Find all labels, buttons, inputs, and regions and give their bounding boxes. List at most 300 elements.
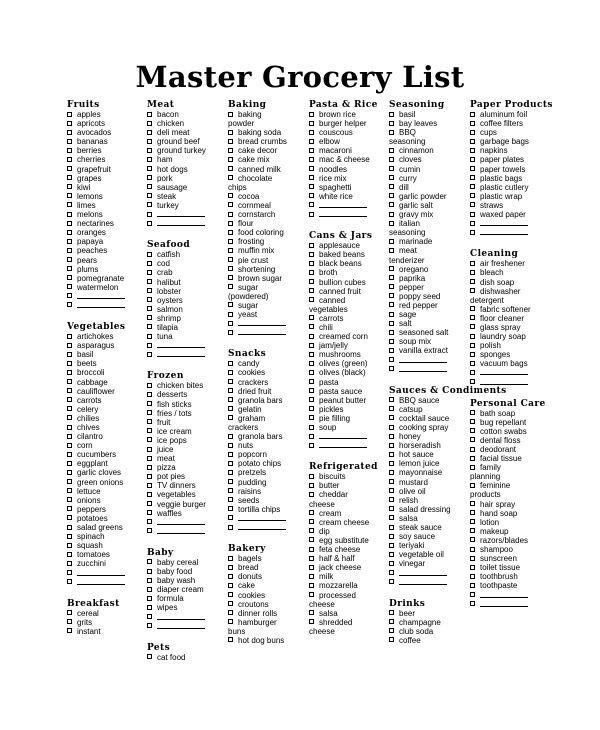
checkbox-icon[interactable] [67, 184, 72, 189]
checkbox-icon[interactable] [147, 465, 152, 470]
checkbox-icon[interactable] [389, 443, 394, 448]
checkbox-icon[interactable] [389, 175, 394, 180]
checkbox-icon[interactable] [147, 270, 152, 275]
checkbox-icon[interactable] [228, 221, 233, 226]
checkbox-icon[interactable] [67, 434, 72, 439]
checkbox-icon[interactable] [389, 348, 394, 353]
checkbox-icon[interactable] [309, 343, 314, 348]
checkbox-icon[interactable] [389, 221, 394, 226]
checkbox-icon[interactable] [67, 334, 72, 339]
write-in-line[interactable] [77, 301, 125, 308]
write-in-line[interactable] [480, 219, 528, 226]
checkbox-icon[interactable] [309, 528, 314, 533]
checkbox-icon[interactable] [228, 619, 233, 624]
checkbox-icon[interactable] [147, 623, 152, 628]
checkbox-icon[interactable] [147, 474, 152, 479]
checkbox-icon[interactable] [470, 288, 475, 293]
write-in-line[interactable] [319, 210, 367, 217]
checkbox-icon[interactable] [470, 202, 475, 207]
checkbox-icon[interactable] [67, 619, 72, 624]
checkbox-icon[interactable] [389, 637, 394, 642]
checkbox-icon[interactable] [147, 193, 152, 198]
checkbox-icon[interactable] [228, 397, 233, 402]
checkbox-icon[interactable] [470, 112, 475, 117]
checkbox-icon[interactable] [147, 437, 152, 442]
checkbox-icon[interactable] [309, 434, 314, 439]
checkbox-icon[interactable] [147, 324, 152, 329]
checkbox-icon[interactable] [470, 139, 475, 144]
checkbox-icon[interactable] [389, 275, 394, 280]
checkbox-icon[interactable] [389, 497, 394, 502]
checkbox-icon[interactable] [389, 366, 394, 371]
checkbox-icon[interactable] [389, 488, 394, 493]
checkbox-icon[interactable] [147, 166, 152, 171]
checkbox-icon[interactable] [389, 525, 394, 530]
checkbox-icon[interactable] [147, 605, 152, 610]
checkbox-icon[interactable] [389, 112, 394, 117]
checkbox-icon[interactable] [470, 221, 475, 226]
checkbox-icon[interactable] [309, 148, 314, 153]
checkbox-icon[interactable] [389, 130, 394, 135]
checkbox-icon[interactable] [470, 175, 475, 180]
checkbox-icon[interactable] [67, 406, 72, 411]
checkbox-icon[interactable] [147, 121, 152, 126]
checkbox-icon[interactable] [470, 410, 475, 415]
checkbox-icon[interactable] [228, 148, 233, 153]
checkbox-icon[interactable] [67, 139, 72, 144]
checkbox-icon[interactable] [147, 401, 152, 406]
checkbox-icon[interactable] [470, 465, 475, 470]
checkbox-icon[interactable] [309, 352, 314, 357]
checkbox-icon[interactable] [228, 592, 233, 597]
checkbox-icon[interactable] [228, 230, 233, 235]
write-in-line[interactable] [238, 523, 286, 530]
checkbox-icon[interactable] [470, 556, 475, 561]
checkbox-icon[interactable] [228, 379, 233, 384]
checkbox-icon[interactable] [470, 483, 475, 488]
checkbox-icon[interactable] [470, 148, 475, 153]
checkbox-icon[interactable] [389, 266, 394, 271]
checkbox-icon[interactable] [389, 619, 394, 624]
checkbox-icon[interactable] [309, 157, 314, 162]
checkbox-icon[interactable] [147, 528, 152, 533]
write-in-line[interactable] [157, 622, 205, 629]
checkbox-icon[interactable] [147, 578, 152, 583]
checkbox-icon[interactable] [228, 193, 233, 198]
checkbox-icon[interactable] [470, 121, 475, 126]
checkbox-icon[interactable] [309, 130, 314, 135]
checkbox-icon[interactable] [309, 324, 314, 329]
checkbox-icon[interactable] [228, 574, 233, 579]
checkbox-icon[interactable] [309, 415, 314, 420]
checkbox-icon[interactable] [470, 592, 475, 597]
checkbox-icon[interactable] [389, 212, 394, 217]
checkbox-icon[interactable] [389, 121, 394, 126]
checkbox-icon[interactable] [67, 379, 72, 384]
checkbox-icon[interactable] [309, 610, 314, 615]
checkbox-icon[interactable] [67, 275, 72, 280]
checkbox-icon[interactable] [389, 321, 394, 326]
checkbox-icon[interactable] [309, 166, 314, 171]
checkbox-icon[interactable] [147, 428, 152, 433]
checkbox-icon[interactable] [67, 121, 72, 126]
checkbox-icon[interactable] [470, 166, 475, 171]
checkbox-icon[interactable] [470, 315, 475, 320]
checkbox-icon[interactable] [389, 302, 394, 307]
checkbox-icon[interactable] [309, 443, 314, 448]
checkbox-icon[interactable] [67, 157, 72, 162]
checkbox-icon[interactable] [309, 537, 314, 542]
checkbox-icon[interactable] [67, 302, 72, 307]
checkbox-icon[interactable] [389, 479, 394, 484]
checkbox-icon[interactable] [228, 556, 233, 561]
checkbox-icon[interactable] [228, 275, 233, 280]
checkbox-icon[interactable] [389, 193, 394, 198]
checkbox-icon[interactable] [147, 410, 152, 415]
write-in-line[interactable] [238, 319, 286, 326]
checkbox-icon[interactable] [147, 157, 152, 162]
checkbox-icon[interactable] [228, 565, 233, 570]
checkbox-icon[interactable] [228, 434, 233, 439]
checkbox-icon[interactable] [67, 570, 72, 575]
checkbox-icon[interactable] [309, 370, 314, 375]
checkbox-icon[interactable] [228, 202, 233, 207]
checkbox-icon[interactable] [389, 610, 394, 615]
checkbox-icon[interactable] [228, 488, 233, 493]
write-in-line[interactable] [399, 569, 447, 576]
checkbox-icon[interactable] [228, 212, 233, 217]
checkbox-icon[interactable] [470, 519, 475, 524]
checkbox-icon[interactable] [389, 397, 394, 402]
checkbox-icon[interactable] [67, 112, 72, 117]
checkbox-icon[interactable] [470, 565, 475, 570]
checkbox-icon[interactable] [147, 343, 152, 348]
checkbox-icon[interactable] [309, 212, 314, 217]
checkbox-icon[interactable] [67, 425, 72, 430]
checkbox-icon[interactable] [309, 315, 314, 320]
checkbox-icon[interactable] [309, 288, 314, 293]
checkbox-icon[interactable] [389, 628, 394, 633]
checkbox-icon[interactable] [147, 654, 152, 659]
checkbox-icon[interactable] [309, 279, 314, 284]
checkbox-icon[interactable] [147, 519, 152, 524]
checkbox-icon[interactable] [389, 534, 394, 539]
checkbox-icon[interactable] [67, 610, 72, 615]
checkbox-icon[interactable] [309, 388, 314, 393]
checkbox-icon[interactable] [228, 330, 233, 335]
checkbox-icon[interactable] [147, 569, 152, 574]
checkbox-icon[interactable] [309, 397, 314, 402]
checkbox-icon[interactable] [147, 212, 152, 217]
checkbox-icon[interactable] [389, 166, 394, 171]
checkbox-icon[interactable] [228, 406, 233, 411]
checkbox-icon[interactable] [470, 601, 475, 606]
checkbox-icon[interactable] [389, 552, 394, 557]
write-in-line[interactable] [157, 341, 205, 348]
checkbox-icon[interactable] [389, 561, 394, 566]
write-in-line[interactable] [480, 591, 528, 598]
checkbox-icon[interactable] [147, 334, 152, 339]
checkbox-icon[interactable] [67, 579, 72, 584]
checkbox-icon[interactable] [147, 614, 152, 619]
checkbox-icon[interactable] [67, 175, 72, 180]
write-in-line[interactable] [157, 219, 205, 226]
checkbox-icon[interactable] [470, 419, 475, 424]
write-in-line[interactable] [480, 378, 528, 385]
checkbox-icon[interactable] [228, 525, 233, 530]
checkbox-icon[interactable] [67, 193, 72, 198]
checkbox-icon[interactable] [389, 239, 394, 244]
checkbox-icon[interactable] [147, 175, 152, 180]
checkbox-icon[interactable] [389, 293, 394, 298]
checkbox-icon[interactable] [470, 324, 475, 329]
checkbox-icon[interactable] [67, 488, 72, 493]
checkbox-icon[interactable] [228, 239, 233, 244]
checkbox-icon[interactable] [470, 352, 475, 357]
checkbox-icon[interactable] [147, 596, 152, 601]
checkbox-icon[interactable] [309, 406, 314, 411]
checkbox-icon[interactable] [147, 510, 152, 515]
checkbox-icon[interactable] [309, 565, 314, 570]
checkbox-icon[interactable] [228, 583, 233, 588]
checkbox-icon[interactable] [67, 452, 72, 457]
checkbox-icon[interactable] [309, 483, 314, 488]
checkbox-icon[interactable] [309, 519, 314, 524]
checkbox-icon[interactable] [309, 252, 314, 257]
write-in-line[interactable] [480, 600, 528, 607]
checkbox-icon[interactable] [147, 492, 152, 497]
checkbox-icon[interactable] [147, 139, 152, 144]
checkbox-icon[interactable] [228, 452, 233, 457]
checkbox-icon[interactable] [228, 470, 233, 475]
checkbox-icon[interactable] [309, 547, 314, 552]
checkbox-icon[interactable] [389, 406, 394, 411]
checkbox-icon[interactable] [228, 601, 233, 606]
checkbox-icon[interactable] [67, 534, 72, 539]
checkbox-icon[interactable] [147, 483, 152, 488]
checkbox-icon[interactable] [389, 284, 394, 289]
checkbox-icon[interactable] [228, 497, 233, 502]
checkbox-icon[interactable] [147, 202, 152, 207]
write-in-line[interactable] [157, 350, 205, 357]
checkbox-icon[interactable] [67, 415, 72, 420]
checkbox-icon[interactable] [67, 506, 72, 511]
checkbox-icon[interactable] [228, 415, 233, 420]
checkbox-icon[interactable] [147, 148, 152, 153]
checkbox-icon[interactable] [228, 610, 233, 615]
checkbox-icon[interactable] [228, 370, 233, 375]
checkbox-icon[interactable] [470, 583, 475, 588]
checkbox-icon[interactable] [67, 166, 72, 171]
write-in-line[interactable] [157, 210, 205, 217]
checkbox-icon[interactable] [389, 579, 394, 584]
checkbox-icon[interactable] [228, 248, 233, 253]
checkbox-icon[interactable] [228, 461, 233, 466]
checkbox-icon[interactable] [147, 559, 152, 564]
checkbox-icon[interactable] [470, 379, 475, 384]
write-in-line[interactable] [480, 368, 528, 375]
checkbox-icon[interactable] [147, 261, 152, 266]
checkbox-icon[interactable] [228, 312, 233, 317]
checkbox-icon[interactable] [147, 392, 152, 397]
checkbox-icon[interactable] [389, 312, 394, 317]
checkbox-icon[interactable] [309, 121, 314, 126]
checkbox-icon[interactable] [147, 306, 152, 311]
checkbox-icon[interactable] [228, 166, 233, 171]
checkbox-icon[interactable] [67, 497, 72, 502]
checkbox-icon[interactable] [309, 139, 314, 144]
checkbox-icon[interactable] [389, 506, 394, 511]
checkbox-icon[interactable] [228, 479, 233, 484]
checkbox-icon[interactable] [67, 561, 72, 566]
checkbox-icon[interactable] [228, 637, 233, 642]
checkbox-icon[interactable] [309, 379, 314, 384]
checkbox-icon[interactable] [389, 330, 394, 335]
checkbox-icon[interactable] [470, 193, 475, 198]
checkbox-icon[interactable] [147, 315, 152, 320]
write-in-line[interactable] [77, 578, 125, 585]
checkbox-icon[interactable] [470, 334, 475, 339]
checkbox-icon[interactable] [67, 388, 72, 393]
checkbox-icon[interactable] [470, 157, 475, 162]
checkbox-icon[interactable] [228, 139, 233, 144]
checkbox-icon[interactable] [147, 297, 152, 302]
checkbox-icon[interactable] [147, 112, 152, 117]
write-in-line[interactable] [319, 432, 367, 439]
checkbox-icon[interactable] [67, 202, 72, 207]
checkbox-icon[interactable] [309, 592, 314, 597]
checkbox-icon[interactable] [67, 239, 72, 244]
checkbox-icon[interactable] [389, 543, 394, 548]
checkbox-icon[interactable] [67, 370, 72, 375]
checkbox-icon[interactable] [147, 383, 152, 388]
checkbox-icon[interactable] [309, 193, 314, 198]
checkbox-icon[interactable] [67, 284, 72, 289]
checkbox-icon[interactable] [470, 279, 475, 284]
checkbox-icon[interactable] [147, 419, 152, 424]
checkbox-icon[interactable] [470, 447, 475, 452]
checkbox-icon[interactable] [309, 243, 314, 248]
checkbox-icon[interactable] [67, 443, 72, 448]
checkbox-icon[interactable] [389, 248, 394, 253]
checkbox-icon[interactable] [309, 297, 314, 302]
checkbox-icon[interactable] [228, 515, 233, 520]
checkbox-icon[interactable] [228, 321, 233, 326]
checkbox-icon[interactable] [228, 266, 233, 271]
checkbox-icon[interactable] [67, 257, 72, 262]
checkbox-icon[interactable] [470, 130, 475, 135]
checkbox-icon[interactable] [470, 270, 475, 275]
checkbox-icon[interactable] [470, 547, 475, 552]
checkbox-icon[interactable] [228, 361, 233, 366]
checkbox-icon[interactable] [389, 452, 394, 457]
checkbox-icon[interactable] [470, 212, 475, 217]
checkbox-icon[interactable] [309, 474, 314, 479]
write-in-line[interactable] [157, 527, 205, 534]
checkbox-icon[interactable] [67, 470, 72, 475]
write-in-line[interactable] [157, 518, 205, 525]
write-in-line[interactable] [399, 356, 447, 363]
checkbox-icon[interactable] [309, 361, 314, 366]
checkbox-icon[interactable] [389, 184, 394, 189]
checkbox-icon[interactable] [309, 261, 314, 266]
checkbox-icon[interactable] [147, 184, 152, 189]
checkbox-icon[interactable] [470, 343, 475, 348]
checkbox-icon[interactable] [228, 175, 233, 180]
write-in-line[interactable] [77, 292, 125, 299]
checkbox-icon[interactable] [67, 230, 72, 235]
checkbox-icon[interactable] [389, 470, 394, 475]
checkbox-icon[interactable] [470, 501, 475, 506]
checkbox-icon[interactable] [228, 302, 233, 307]
checkbox-icon[interactable] [389, 570, 394, 575]
checkbox-icon[interactable] [67, 352, 72, 357]
checkbox-icon[interactable] [389, 157, 394, 162]
checkbox-icon[interactable] [309, 556, 314, 561]
checkbox-icon[interactable] [147, 587, 152, 592]
checkbox-icon[interactable] [67, 552, 72, 557]
checkbox-icon[interactable] [389, 148, 394, 153]
checkbox-icon[interactable] [470, 230, 475, 235]
checkbox-icon[interactable] [67, 628, 72, 633]
checkbox-icon[interactable] [67, 212, 72, 217]
checkbox-icon[interactable] [389, 515, 394, 520]
checkbox-icon[interactable] [470, 537, 475, 542]
write-in-line[interactable] [399, 365, 447, 372]
checkbox-icon[interactable] [228, 284, 233, 289]
checkbox-icon[interactable] [147, 501, 152, 506]
checkbox-icon[interactable] [389, 434, 394, 439]
write-in-line[interactable] [238, 328, 286, 335]
checkbox-icon[interactable] [309, 184, 314, 189]
checkbox-icon[interactable] [470, 261, 475, 266]
checkbox-icon[interactable] [67, 221, 72, 226]
checkbox-icon[interactable] [470, 574, 475, 579]
checkbox-icon[interactable] [470, 437, 475, 442]
checkbox-icon[interactable] [67, 130, 72, 135]
write-in-line[interactable] [238, 514, 286, 521]
checkbox-icon[interactable] [228, 157, 233, 162]
checkbox-icon[interactable] [309, 175, 314, 180]
checkbox-icon[interactable] [67, 461, 72, 466]
checkbox-icon[interactable] [309, 510, 314, 515]
checkbox-icon[interactable] [389, 202, 394, 207]
checkbox-icon[interactable] [389, 415, 394, 420]
checkbox-icon[interactable] [470, 361, 475, 366]
checkbox-icon[interactable] [147, 447, 152, 452]
checkbox-icon[interactable] [67, 515, 72, 520]
checkbox-icon[interactable] [470, 510, 475, 515]
checkbox-icon[interactable] [147, 130, 152, 135]
checkbox-icon[interactable] [309, 202, 314, 207]
checkbox-icon[interactable] [67, 397, 72, 402]
checkbox-icon[interactable] [309, 583, 314, 588]
checkbox-icon[interactable] [228, 112, 233, 117]
checkbox-icon[interactable] [67, 343, 72, 348]
checkbox-icon[interactable] [309, 112, 314, 117]
write-in-line[interactable] [77, 569, 125, 576]
checkbox-icon[interactable] [309, 619, 314, 624]
checkbox-icon[interactable] [67, 148, 72, 153]
checkbox-icon[interactable] [309, 270, 314, 275]
checkbox-icon[interactable] [147, 456, 152, 461]
write-in-line[interactable] [319, 201, 367, 208]
checkbox-icon[interactable] [67, 525, 72, 530]
checkbox-icon[interactable] [147, 288, 152, 293]
checkbox-icon[interactable] [309, 492, 314, 497]
checkbox-icon[interactable] [228, 443, 233, 448]
checkbox-icon[interactable] [67, 248, 72, 253]
